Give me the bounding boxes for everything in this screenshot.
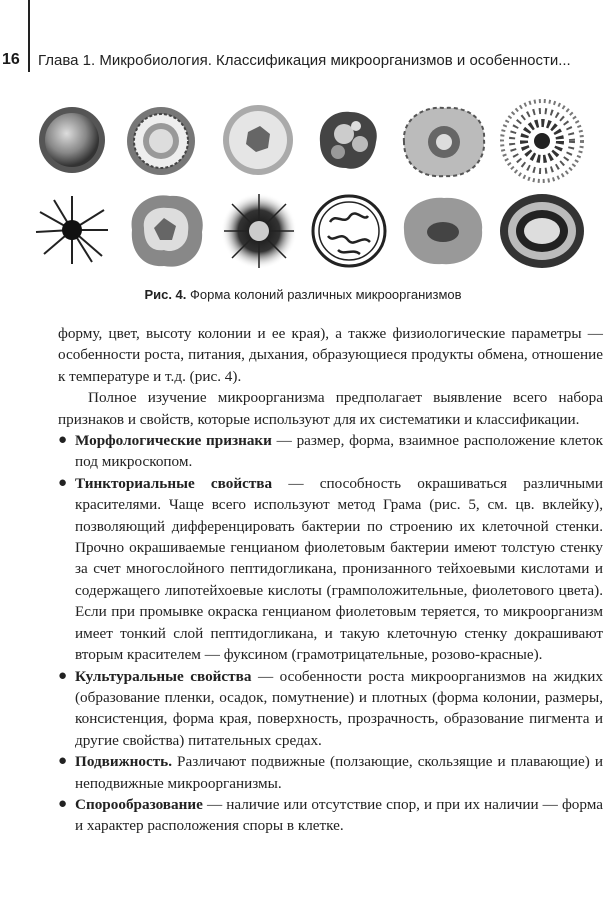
feature-term: Культуральные свойства bbox=[75, 667, 252, 685]
bullet-icon: ● bbox=[58, 432, 68, 449]
feature-text: — размер, форма, взаимное расположение клеток под микроскопом. bbox=[75, 432, 603, 471]
running-title: Глава 1. Микробиология. Классификация микроорганизмов и особенности... bbox=[38, 52, 571, 69]
feature-term: Морфологические признаки bbox=[75, 432, 272, 450]
feature-text: — наличие или отсутствие спор, и при их наличии — форма и характер расположения споры в клетке. bbox=[75, 795, 603, 835]
list-item bbox=[58, 473, 603, 666]
list-item bbox=[58, 430, 603, 473]
caption-label: Рис. 4. bbox=[144, 287, 187, 302]
body-text bbox=[58, 323, 603, 837]
page-number: 16 bbox=[2, 51, 20, 68]
caption-text: Форма колоний различных микроорганизмов bbox=[186, 287, 462, 302]
list-item bbox=[58, 751, 603, 794]
colony-ring-wavy bbox=[124, 104, 198, 178]
colony-concentric-rings bbox=[498, 192, 586, 270]
header-rule bbox=[28, 0, 30, 72]
feature-term: Подвижность. bbox=[75, 753, 172, 771]
figure-caption bbox=[0, 287, 606, 302]
colony-pale-center-dark bbox=[220, 102, 296, 178]
bullet-icon: ● bbox=[58, 795, 68, 812]
bullet-icon: ● bbox=[58, 753, 68, 770]
colony-radiating-dark bbox=[220, 192, 298, 270]
feature-text: — особенности роста микроорганизмов на жидких (образование пленки, осадок, помутнение) и плотных (форма колонии, размеры, консистенция, форма края, поверхность, прозрачность, образование пигмента и другие свойства) питательных средах. bbox=[75, 667, 603, 749]
list-item bbox=[58, 794, 603, 837]
colony-smooth-round bbox=[36, 104, 108, 176]
colony-lumpy-dark bbox=[310, 102, 386, 178]
bullet-icon: ● bbox=[58, 474, 68, 491]
colony-crater-lobed bbox=[124, 188, 208, 272]
colony-granular-spot bbox=[398, 190, 488, 270]
bullet-icon: ● bbox=[58, 667, 68, 684]
features-list bbox=[58, 430, 603, 837]
intro-paragraph-2: Полное изучение микроорганизма предполагает выявление всего набора признаков и свойств, которые используют для их систематики и классификации. bbox=[58, 389, 603, 428]
colony-filamentous-dotted bbox=[498, 98, 586, 184]
feature-text: — способность окрашиваться различными красителями. Чаще всего используют метод Грама (рис. 5, см. цв. вклейку), позволяющий дифференцировать бактерии по строению их клеточной стенки. Прочно окрашиваемые генцианом фиолетовым бактерии имеют толстую стенку за счет многослойного пептидогликана, пронизанного тейхоевыми кислотами и содержащего липотейхоевые кислоты (грамположительные, фиолетового цвета). Если при промывке окраска генцианом фиолетовым теряется, то микроорганизм имеет тонкий слой пептидогликана, и такую клеточную стенку докрашивают вторым красителем — фуксином (грамотрицательные, розово-красные). bbox=[75, 474, 603, 664]
intro-paragraph-1: форму, цвет, высоту колонии и ее края), а также физиологические параметры — особенности роста, питания, дыхания, образующиеся продукты обмена, отношение к температуре и т.д. (рис. 4). bbox=[58, 325, 603, 385]
colony-figure bbox=[28, 98, 588, 268]
colony-rhizoid-small bbox=[34, 192, 110, 268]
feature-term: Тинкториальные свойства bbox=[75, 474, 273, 492]
colony-irregular-spread bbox=[396, 98, 492, 184]
list-item bbox=[58, 666, 603, 752]
colony-convoluted bbox=[310, 192, 388, 270]
feature-term: Спорообразование bbox=[75, 795, 203, 813]
feature-text: Различают подвижные (ползающие, скользящие и плавающие) и неподвижные микроорганизмы. bbox=[75, 753, 603, 792]
